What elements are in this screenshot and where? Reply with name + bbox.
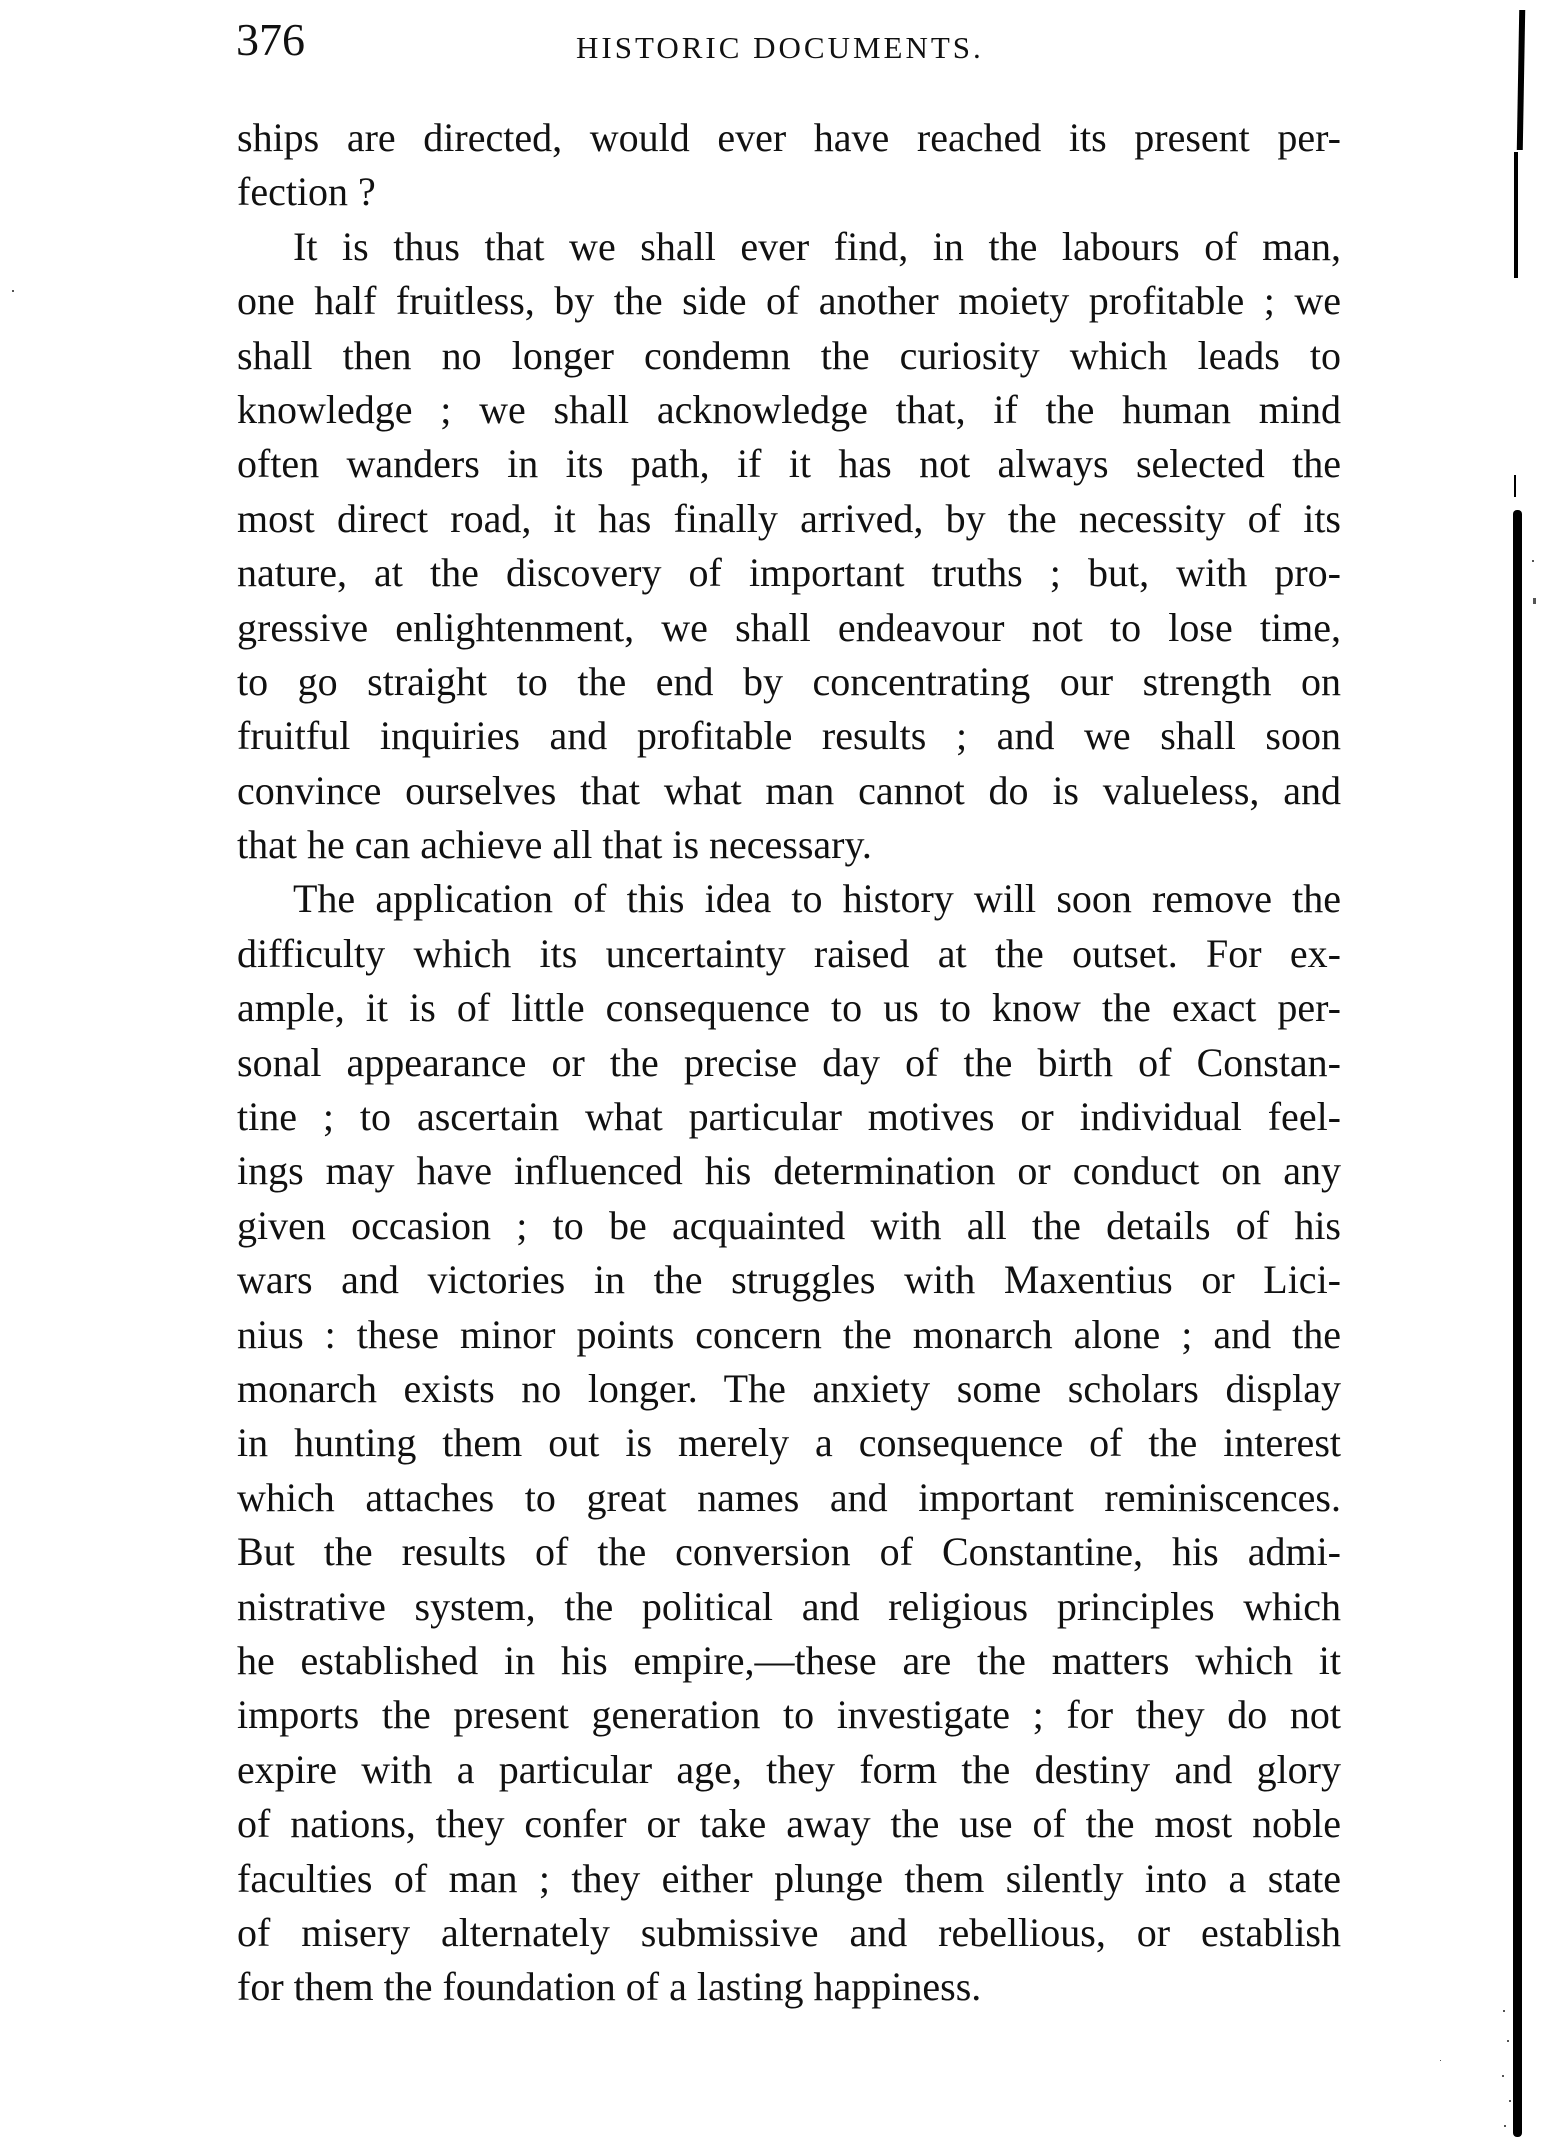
text-line: of nations, they confer or take away the use of the most noble [237, 1801, 1341, 1847]
text-line: fection ? [237, 169, 376, 215]
scan-speckle [1532, 560, 1534, 562]
text-line: fruitful inquiries and profitable results ; and we shall soon [237, 713, 1341, 759]
body-text [237, 111, 1341, 2015]
scan-speckle [1533, 598, 1536, 604]
text-line: expire with a particular age, they form the destiny and glory [237, 1746, 1341, 1792]
scan-speckle [1502, 2075, 1504, 2077]
scan-speckle [1507, 2040, 1509, 2042]
scan-speckle [12, 290, 14, 292]
running-title: HISTORIC DOCUMENTS. [576, 30, 984, 65]
gutter-line-main [1513, 510, 1522, 2137]
text-line: shall then no longer condemn the curiosity which leads to [237, 332, 1341, 378]
text-line: gressive enlightenment, we shall endeavour not to lose time, [237, 604, 1341, 650]
text-line: that he can achieve all that is necessary. [237, 822, 872, 868]
text-line: one half fruitless, by the side of another moiety profitable ; we [237, 278, 1341, 324]
text-line: ample, it is of little consequence to us to know the exact per- [237, 985, 1341, 1031]
text-line: given occasion ; to be acquainted with all the details of his [237, 1202, 1341, 1248]
scan-speckle [1440, 2060, 1441, 2061]
text-line: nistrative system, the political and religious principles which [237, 1583, 1341, 1629]
text-line: knowledge ; we shall acknowledge that, if the human mind [237, 386, 1341, 432]
paragraph-first-line: The application of this idea to history will soon remove the [293, 876, 1341, 922]
text-line: faculties of man ; they either plunge them silently into a state [237, 1855, 1341, 1901]
paragraph-first-line: It is thus that we shall ever find, in the labours of man, [293, 223, 1341, 269]
gutter-line-mark [1514, 475, 1516, 497]
text-line: difficulty which its uncertainty raised at the outset. For ex- [237, 930, 1341, 976]
scan-speckle [1509, 2100, 1511, 2102]
scan-speckle [1504, 2125, 1506, 2127]
text-line: for them the foundation of a lasting happiness. [237, 1964, 982, 2010]
page-number: 376 [236, 14, 305, 65]
gutter-line-upper [1514, 152, 1518, 278]
text-line: ings may have influenced his determination or conduct on any [237, 1148, 1341, 1194]
text-line: most direct road, it has finally arrived, by the necessity of its [237, 495, 1341, 541]
text-line: to go straight to the end by concentrating our strength on [237, 658, 1341, 704]
text-line: sonal appearance or the precise day of the birth of Constan- [237, 1039, 1341, 1085]
text-line: nius : these minor points concern the monarch alone ; and the [237, 1311, 1341, 1357]
text-line: imports the present generation to investigate ; for they do not [237, 1692, 1341, 1738]
gutter-line-top [1517, 10, 1525, 150]
text-line: often wanders in its path, if it has not always selected the [237, 441, 1341, 487]
text-line: But the results of the conversion of Constantine, his admi- [237, 1529, 1341, 1575]
text-line: nature, at the discovery of important truths ; but, with pro- [237, 550, 1341, 596]
text-line: of misery alternately submissive and rebellious, or establish [237, 1909, 1341, 1955]
text-line: monarch exists no longer. The anxiety some scholars display [237, 1365, 1341, 1411]
text-line: in hunting them out is merely a consequence of the interest [237, 1420, 1341, 1466]
text-line: wars and victories in the struggles with Maxentius or Lici- [237, 1257, 1341, 1303]
text-line: he established in his empire,—these are the matters which it [237, 1637, 1341, 1683]
text-line: convince ourselves that what man cannot do is valueless, and [237, 767, 1341, 813]
page-header [236, 12, 1340, 68]
text-line: ships are directed, would ever have reached its present per- [237, 115, 1341, 160]
scan-speckle [1503, 2010, 1505, 2012]
text-line: which attaches to great names and important reminiscences. [237, 1474, 1341, 1520]
text-line: tine ; to ascertain what particular motives or individual feel- [237, 1094, 1341, 1140]
